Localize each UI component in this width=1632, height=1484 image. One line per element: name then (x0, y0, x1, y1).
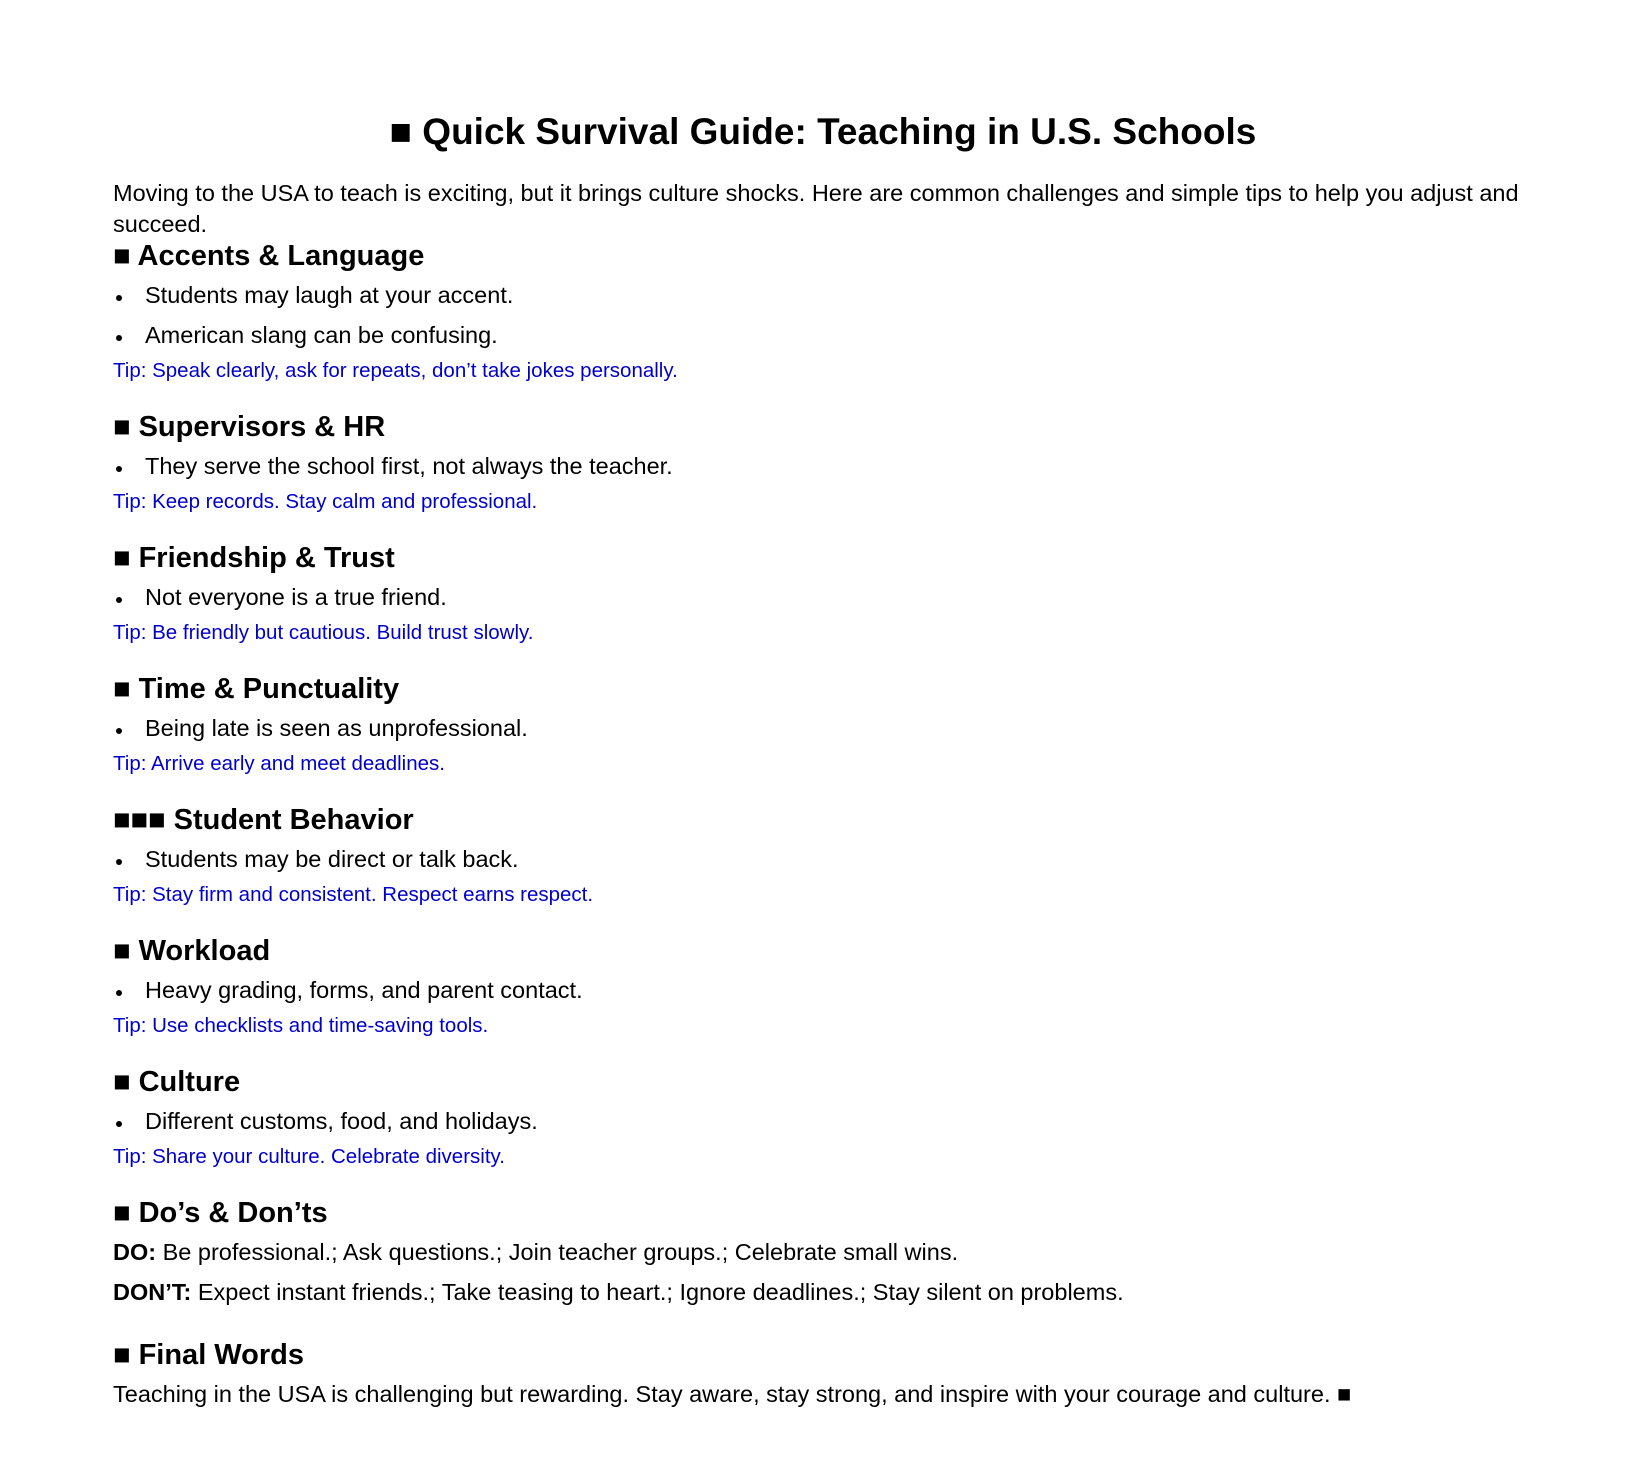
bullet-item: Students may be direct or talk back. (113, 844, 1533, 874)
bullet-item: Heavy grading, forms, and parent contact. (113, 975, 1533, 1005)
section-heading: ■ Friendship & Trust (113, 542, 395, 574)
page-title: ■ Quick Survival Guide: Teaching in U.S. Schools (389, 111, 1257, 152)
tip-text: Tip: Stay firm and consistent. Respect earns respect. (113, 883, 594, 906)
do-line (113, 1237, 1533, 1267)
do-text: Be professional.; Ask questions.; Join teacher groups.; Celebrate small wins. (156, 1239, 959, 1265)
section-dos-donts (113, 1195, 1533, 1307)
tip-text: Tip: Be friendly but cautious. Build trust slowly. (113, 621, 534, 644)
dont-text: Expect instant friends.; Take teasing to heart.; Ignore deadlines.; Stay silent on problems. (191, 1279, 1124, 1305)
section-accents-language (113, 238, 1533, 384)
section-heading: ■ Supervisors & HR (113, 411, 386, 443)
dont-label: DON’T: (113, 1279, 192, 1305)
section-workload (113, 933, 1533, 1039)
bullet-item: Not everyone is a true friend. (113, 582, 1533, 612)
section-heading: ■ Time & Punctuality (113, 673, 400, 705)
section-friendship-trust (113, 540, 1533, 646)
section-time-punctuality (113, 671, 1533, 777)
section-heading: ■ Final Words (113, 1339, 304, 1371)
intro-paragraph: Moving to the USA to teach is exciting, but it brings culture shocks. Here are common challenges and simple tips to help you adjust and succeed. (113, 180, 1519, 237)
section-heading: ■ Do’s & Don’ts (113, 1197, 328, 1229)
section-heading: ■ Accents & Language (113, 240, 425, 272)
bullet-item: They serve the school first, not always the teacher. (113, 451, 1533, 481)
tip-text: Tip: Use checklists and time-saving tools. (113, 1014, 489, 1037)
final-text: Teaching in the USA is challenging but rewarding. Stay aware, stay strong, and inspire with your courage and culture. ■ (113, 1381, 1352, 1407)
section-heading: ■■■ Student Behavior (113, 804, 414, 836)
tip-text: Tip: Speak clearly, ask for repeats, don’t take jokes personally. (113, 359, 678, 382)
tip-text: Tip: Arrive early and meet deadlines. (113, 752, 445, 775)
bullet-item: Different customs, food, and holidays. (113, 1106, 1533, 1136)
section-heading: ■ Culture (113, 1066, 241, 1098)
tip-text: Tip: Share your culture. Celebrate diversity. (113, 1145, 505, 1168)
dont-line (113, 1277, 1533, 1307)
section-supervisors-hr (113, 409, 1533, 515)
tip-text: Tip: Keep records. Stay calm and professional. (113, 490, 538, 513)
section-heading: ■ Workload (113, 935, 271, 967)
bullet-item: Being late is seen as unprofessional. (113, 713, 1533, 743)
section-student-behavior (113, 802, 1533, 908)
bullet-item: American slang can be confusing. (113, 320, 1533, 350)
do-label: DO: (113, 1239, 157, 1265)
section-culture (113, 1064, 1533, 1170)
section-final-words (113, 1337, 1533, 1409)
bullet-item: Students may laugh at your accent. (113, 280, 1533, 310)
